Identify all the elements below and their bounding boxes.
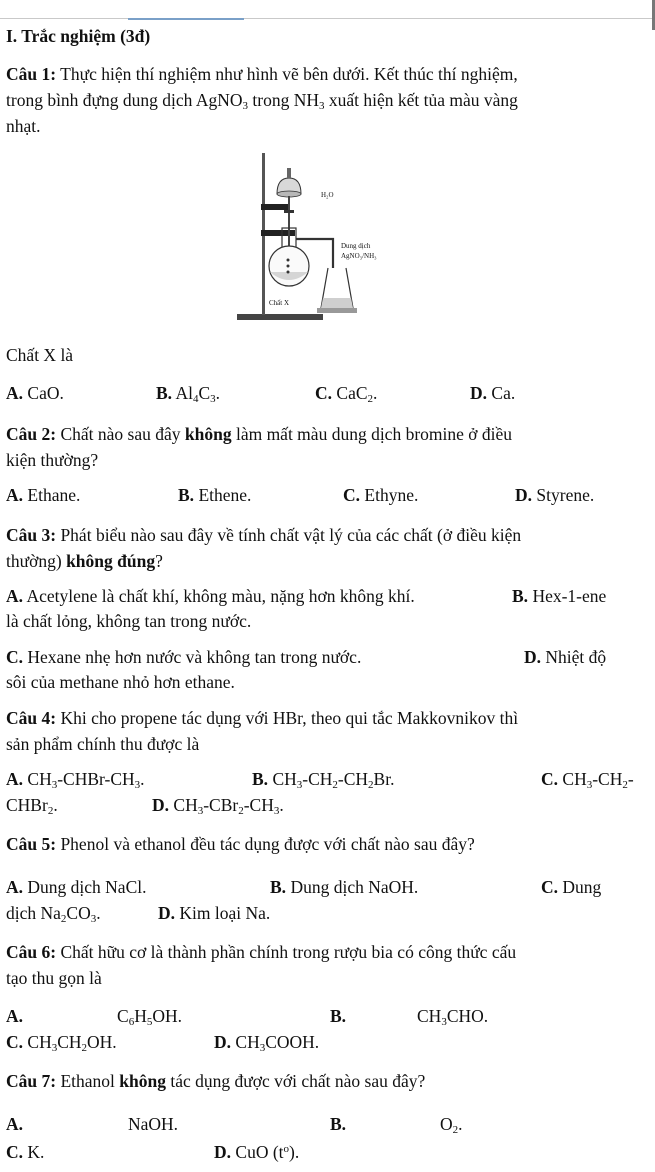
q5-option-c-cont: dịch $Na_2CO_3$. [6,903,101,925]
q7-option-a-letter: A. [6,1114,24,1134]
q5-line1: Câu 5: Phenol và ethanol đều tác dụng được với chất nào sau đây? [6,834,475,854]
q2-option-c[interactable]: C. Ethyne. [343,485,419,505]
label-h2o: H₂O [321,191,334,199]
q3-option-d[interactable]: D. Nhiệt độ [524,647,607,667]
q7-line1: Câu 7: Ethanol không tác dụng được với chất nào sau đây? [6,1071,426,1091]
q6-option-b[interactable]: $CH_3CHO$. [417,1006,489,1028]
q6-option-a[interactable]: $C_6H_5OH$. [117,1006,182,1028]
q6-option-c[interactable]: C. $CH_3CH_2OH$. [6,1032,117,1054]
q1-line1: Câu 1: Thực hiện thí nghiệm như hình vẽ bên dưới. Kết thúc thí nghiệm, [6,64,518,84]
q3-line1: Câu 3: Phát biểu nào sau đây về tính chất vật lý của các chất (ở điều kiện [6,525,522,545]
cursor-highlight [128,18,244,20]
q4-line1: Câu 4: Khi cho propene tác dụng với HBr, theo qui tắc Makkovnikov thì [6,708,519,728]
label-solution-1: Dung dịch [341,242,371,250]
q6-line2: tạo thu gọn là [6,968,102,988]
apparatus-svg [233,150,403,325]
q6-option-b-letter: B. [330,1006,347,1026]
q4-line2: sản phẩm chính thu được là [6,734,200,754]
q4-option-c[interactable]: C. $CH_3-CH_2-$ [541,769,634,791]
q2-line1: Câu 2: Chất nào sau đây không làm mất màu dung dịch bromine ở điều [6,424,513,444]
q1-option-b[interactable]: B. $Al_4C_3$. [156,383,221,405]
q6-line1: Câu 6: Chất hữu cơ là thành phần chính trong rượu bia có công thức cấu [6,942,517,962]
q2-option-b[interactable]: B. Ethene. [178,485,252,505]
q6-option-d[interactable]: D. $CH_3COOH$. [214,1032,320,1054]
q1-line3: nhạt. [6,116,41,136]
apparatus-diagram [233,150,403,330]
label-chem-x: Chất X [269,299,290,307]
q3-option-a[interactable]: A. Acetylene là chất khí, không màu, nặng hơn không khí. [6,586,415,606]
q5-option-b[interactable]: B. Dung dịch NaOH. [270,877,419,897]
stand-base [237,314,323,320]
funnel-clamp [261,204,289,210]
label-solution-2: AgNO₃/NH₃ [341,252,377,260]
q3-option-c[interactable]: C. Hexane nhẹ hơn nước và không tan trong nước. [6,647,362,667]
q3-line2: thường) không đúng? [6,551,163,571]
q7-option-b-letter: B. [330,1114,347,1134]
q4-option-b[interactable]: B. $CH_3-CH_2-CH_2Br$. [252,769,395,791]
top-border [0,18,655,19]
q5-option-a[interactable]: A. Dung dịch NaCl. [6,877,147,897]
q2-line2: kiện thường? [6,450,99,470]
q1-prompt: Chất X là [6,345,74,365]
q1-line2: trong bình đựng dung dịch AgNO$_3$ trong $NH_3$ xuất hiện kết tủa màu vàng [6,90,518,112]
q3-option-d-cont: sôi của methane nhỏ hơn ethane. [6,672,235,692]
q3-option-b[interactable]: B. Hex-1-ene [512,586,607,606]
q7-option-b[interactable]: $O_2$. [440,1114,463,1136]
q6-option-a-letter: A. [6,1006,24,1026]
q4-option-c-cont: CHBr$_2$. [6,795,58,817]
q1-option-d[interactable]: D. Ca. [470,383,516,403]
q2-option-a[interactable]: A. Ethane. [6,485,81,505]
q7-option-d[interactable]: D. CuO $(t^o)$. [214,1142,300,1162]
q2-option-d[interactable]: D. Styrene. [515,485,595,505]
q1-option-c[interactable]: C. CaC$_2$. [315,383,378,405]
q7-option-a[interactable]: NaOH. [128,1114,179,1134]
section-title: I. Trắc nghiệm (3đ) [6,26,151,46]
q3-option-b-cont: là chất lỏng, không tan trong nước. [6,611,252,631]
q4-option-d[interactable]: D. $CH_3-CBr_2-CH_3$. [152,795,284,817]
q5-option-d[interactable]: D. Kim loại Na. [158,903,271,923]
q4-option-a[interactable]: A. $CH_3-CHBr-CH_3$. [6,769,145,791]
q7-option-c[interactable]: C. K. [6,1142,45,1162]
q1-option-a[interactable]: A. CaO. [6,383,64,403]
q5-option-c[interactable]: C. Dung [541,877,602,897]
